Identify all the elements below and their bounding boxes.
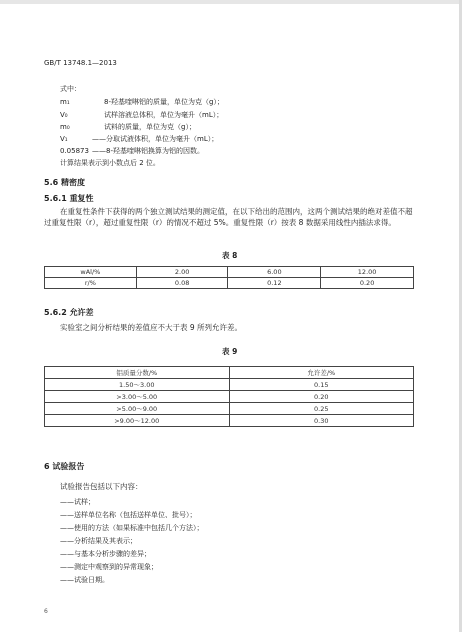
formula-var-symbol: 0.05873 bbox=[60, 147, 89, 155]
paragraph: 在重复性条件下获得的两个独立测试结果的测定值，在以下给出的范围内，这两个测试结果的绝对差值不超过重复性限（r），超过重复性限（r）的情况不超过 5%。重复性限（r）按表 8 数据采用线性内插法求得。 bbox=[44, 207, 413, 227]
standard-id: GB/T 13748.1—2013 bbox=[44, 59, 117, 67]
table-cell: 0.30 bbox=[229, 415, 414, 427]
table-8 bbox=[44, 266, 414, 289]
formula-var-symbol: V₁ bbox=[60, 135, 68, 143]
table-cell: 6.00 bbox=[228, 267, 321, 278]
report-item: ——试样； bbox=[60, 498, 95, 506]
table-caption: 表 9 bbox=[222, 347, 238, 356]
table-cell: wAl/% bbox=[45, 267, 137, 278]
report-intro: 试验报告包括以下内容： bbox=[60, 482, 143, 491]
report-item: ——与基本分析步骤的差异； bbox=[60, 550, 151, 558]
scan-edge bbox=[0, 0, 462, 4]
section-heading: 5.6.2 允许差 bbox=[44, 308, 94, 317]
table-row bbox=[45, 379, 414, 391]
table-row bbox=[45, 267, 414, 278]
section-heading: 5.6.1 重复性 bbox=[44, 194, 94, 203]
table-cell: 0.25 bbox=[229, 403, 414, 415]
formula-var-desc: 试料的质量，单位为克（g）； bbox=[104, 123, 196, 131]
formula-var-desc: ——分取试液体积，单位为毫升（mL）； bbox=[92, 135, 219, 143]
table-cell: r/% bbox=[45, 278, 137, 289]
table-cell: >5.00～9.00 bbox=[45, 403, 230, 415]
formula-var-desc: ——8-羟基喹啉铝换算为铝的因数。 bbox=[92, 147, 204, 155]
table-row bbox=[45, 391, 414, 403]
result-note: 计算结果表示到小数点后 2 位。 bbox=[60, 159, 160, 167]
table-row bbox=[45, 403, 414, 415]
table-cell: >3.00～5.00 bbox=[45, 391, 230, 403]
formula-var-symbol: m₁ bbox=[60, 98, 70, 106]
table-cell: 0.12 bbox=[228, 278, 321, 289]
formula-var-symbol: m₀ bbox=[60, 123, 70, 131]
report-item: ——测定中观察到的异常现象； bbox=[60, 563, 158, 571]
table-cell: 2.00 bbox=[136, 267, 228, 278]
table-header-cell: 允许差/% bbox=[229, 367, 414, 379]
table-row bbox=[45, 415, 414, 427]
report-item: ——使用的方法（如果标准中包括几个方法）； bbox=[60, 524, 204, 532]
formula-intro: 式中： bbox=[60, 85, 81, 93]
report-item: ——试验日期。 bbox=[60, 576, 109, 584]
page-number: 6 bbox=[44, 608, 48, 615]
formula-var-desc: 试样溶液总体积，单位为毫升（mL）； bbox=[104, 111, 224, 119]
formula-var-desc: 8-羟基喹啉铝的质量，单位为克（g）； bbox=[104, 98, 224, 106]
formula-var-symbol: V₀ bbox=[60, 111, 68, 119]
table-cell: 0.15 bbox=[229, 379, 414, 391]
table-9 bbox=[44, 366, 414, 427]
table-cell: 0.08 bbox=[136, 278, 228, 289]
table-cell: 0.20 bbox=[229, 391, 414, 403]
table-header-cell: 铝质量分数/% bbox=[45, 367, 230, 379]
table-cell: >9.00～12.00 bbox=[45, 415, 230, 427]
paragraph: 实验室之间分析结果的差值应不大于表 9 所列允许差。 bbox=[60, 323, 243, 332]
table-row bbox=[45, 278, 414, 289]
section-heading: 5.6 精密度 bbox=[44, 178, 85, 187]
table-cell: 1.50～3.00 bbox=[45, 379, 230, 391]
table-cell: 12.00 bbox=[321, 267, 414, 278]
report-item: ——分析结果及其表示； bbox=[60, 537, 137, 545]
report-item: ——送样单位名称（包括送样单位、批号）； bbox=[60, 511, 197, 519]
table-header-row bbox=[45, 367, 414, 379]
table-caption: 表 8 bbox=[222, 251, 238, 260]
table-cell: 0.20 bbox=[321, 278, 414, 289]
section-heading: 6 试验报告 bbox=[44, 462, 85, 471]
